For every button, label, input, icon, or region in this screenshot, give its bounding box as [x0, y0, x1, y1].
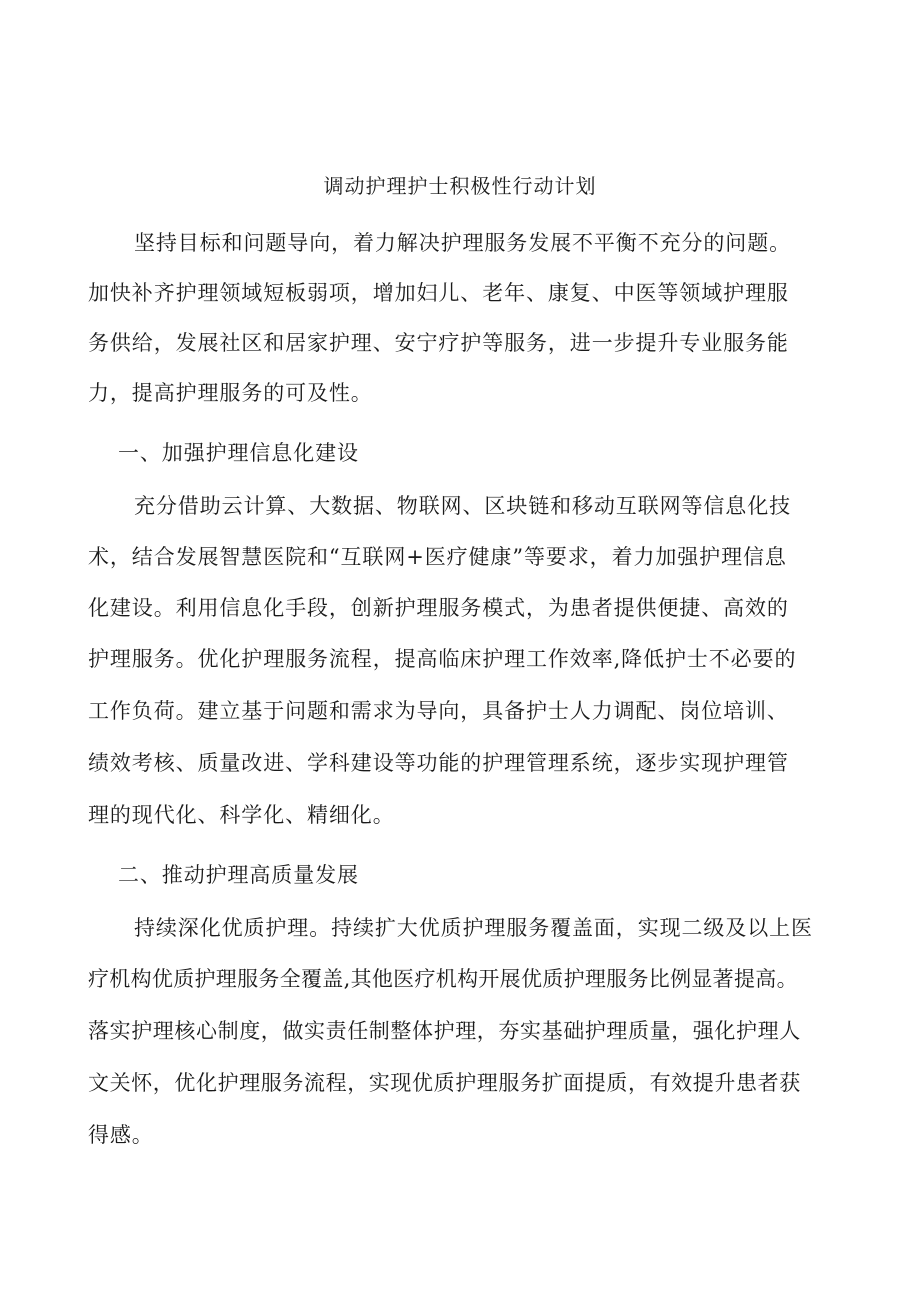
paragraph-line: 坚持目标和问题导向，着力解决护理服务发展不平衡不充分的问题。 — [134, 231, 791, 255]
paragraph-line: 持续深化优质护理。持续扩大优质护理服务覆盖面，实现二级及以上医 — [134, 916, 813, 940]
paragraph-line: 疗机构优质护理服务全覆盖,其他医疗机构开展优质护理服务比例显著提高。 — [88, 967, 798, 991]
paragraph-line: 术，结合发展智慧医院和“互联网+医疗健康”等要求，着力加强护理信息 — [88, 545, 787, 569]
paragraph-line: 加快补齐护理领域短板弱项，增加妇儿、老年、康复、中医等领域护理服 — [88, 281, 789, 305]
paragraph-line: 务供给，发展社区和居家护理、安宁疗护等服务，进一步提升专业服务能 — [88, 331, 789, 355]
paragraph-line: 理的现代化、科学化、精细化。 — [88, 803, 395, 827]
paragraph-line: 化建设。利用信息化手段，创新护理服务模式，为患者提供便捷、高效的 — [88, 596, 789, 620]
section-heading-1: 一、加强护理信息化建设 — [118, 441, 359, 465]
paragraph-line: 力，提高护理服务的可及性。 — [88, 381, 373, 405]
paragraph-line: 工作负荷。建立基于问题和需求为导向，具备护士人力调配、岗位培训、 — [88, 699, 789, 723]
paragraph-line: 充分借助云计算、大数据、物联网、区块链和移动互联网等信息化技 — [134, 494, 791, 518]
paragraph-line: 落实护理核心制度，做实责任制整体护理，夯实基础护理质量，强化护理人 — [88, 1019, 801, 1043]
paragraph-line: 文关怀，优化护理服务流程，实现优质护理服务扩面提质，有效提升患者获 — [88, 1071, 801, 1095]
section-heading-2: 二、推动护理高质量发展 — [118, 863, 359, 887]
paragraph-line: 得感。 — [88, 1123, 154, 1147]
paragraph-line: 绩效考核、质量改进、学科建设等功能的护理管理系统，逐步实现护理管 — [88, 751, 789, 775]
paragraph-line: 护理服务。优化护理服务流程，提高临床护理工作效率,降低护士不必要的 — [88, 647, 797, 671]
document-title: 调动护理护士积极性行动计划 — [323, 174, 597, 198]
